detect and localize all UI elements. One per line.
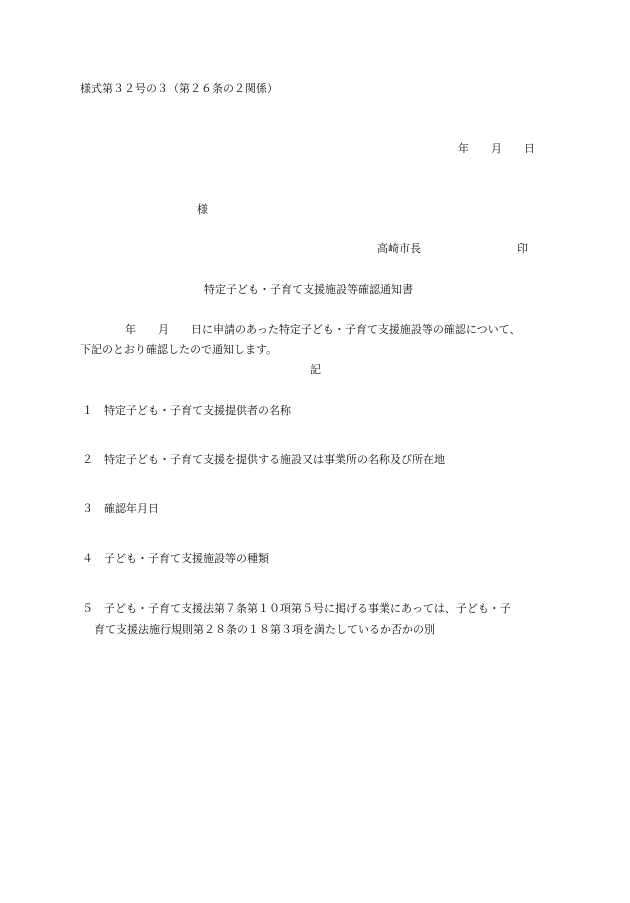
- list-item: [82, 454, 445, 465]
- item-number: ３: [82, 502, 93, 515]
- item-text-continuation: 育て支援法施行規則第２８条の１８第３項を満たしているか否かの別: [94, 623, 435, 636]
- item-text: 特定子ども・子育て支援を提供する施設又は事業所の名称及び所在地: [104, 453, 445, 466]
- document-title: 特定子ども・子育て支援施設等確認通知書: [204, 283, 413, 296]
- date-year: 年: [458, 142, 469, 155]
- date-line: [458, 143, 535, 154]
- issuer-name: 高崎市長: [377, 242, 421, 255]
- item-number: ５: [82, 602, 93, 615]
- body-line-2: 下記のとおり確認したので通知します。: [80, 343, 278, 356]
- addressee-honorific: 様: [197, 203, 208, 216]
- item-text: 子ども・子育て支援施設等の種類: [104, 552, 269, 565]
- item-text: 特定子ども・子育て支援提供者の名称: [104, 404, 291, 417]
- date-month: 月: [491, 142, 502, 155]
- item-text: 確認年月日: [104, 502, 159, 515]
- item-number: １: [82, 404, 93, 417]
- list-item: [82, 503, 159, 514]
- seal-mark: 印: [517, 242, 528, 255]
- item-number: ２: [82, 453, 93, 466]
- body-year: 年: [125, 323, 136, 336]
- list-item: [82, 405, 291, 416]
- body-line-1: [125, 324, 520, 335]
- list-item: [82, 553, 269, 564]
- body-line1-text: 日に申請のあった特定子ども・子育て支援施設等の確認について、: [191, 323, 521, 336]
- item-number: ４: [82, 552, 93, 565]
- date-day: 日: [524, 142, 535, 155]
- list-item: [82, 603, 511, 614]
- form-number: 様式第３２号の３（第２６条の２関係）: [80, 82, 278, 95]
- item-text: 子ども・子育て支援法第７条第１０項第５号に掲げる事業にあっては、子ども・子: [104, 602, 511, 615]
- ki-heading: 記: [310, 363, 321, 376]
- body-month: 月: [158, 323, 169, 336]
